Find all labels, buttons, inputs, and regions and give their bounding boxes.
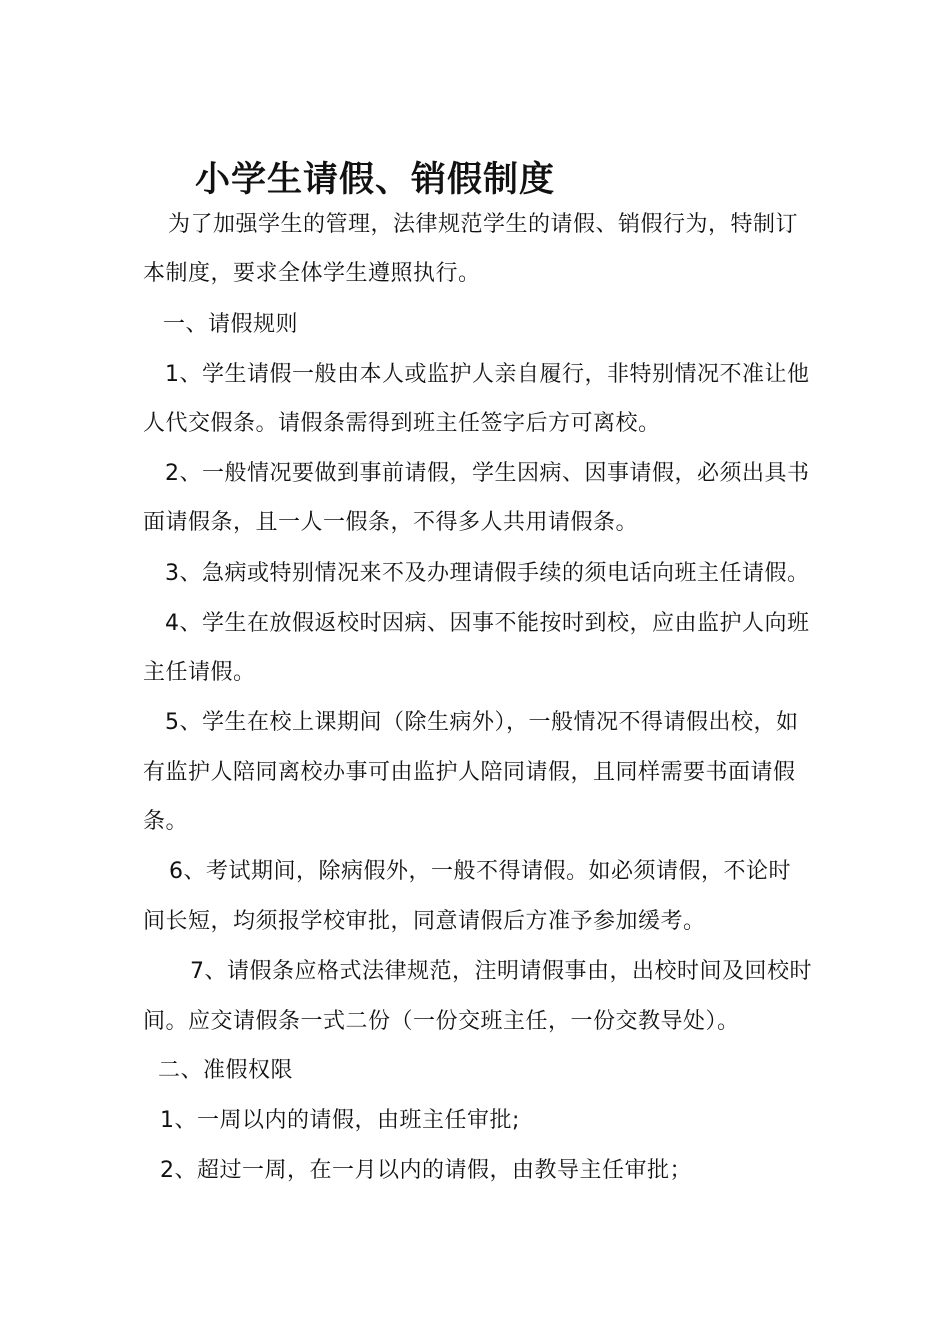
document-title: 小学生请假、销假制度 xyxy=(195,160,556,200)
section-heading-rules: 一、请假规则 xyxy=(163,312,299,337)
rule-5-line-3: 条。 xyxy=(143,809,189,834)
rule-1-line-2: 人代交假条。请假条需得到班主任签字后方可离校。 xyxy=(143,411,661,436)
approval-2-line: 2、超过一周，在一月以内的请假，由教导主任审批； xyxy=(160,1158,692,1183)
rule-4-line-2: 主任请假。 xyxy=(143,660,256,685)
section-heading-approval: 二、准假权限 xyxy=(158,1058,294,1083)
paragraph-line-intro-2: 本制度，要求全体学生遵照执行。 xyxy=(143,261,481,286)
rule-2-line-2: 面请假条，且一人一假条，不得多人共用请假条。 xyxy=(143,510,639,535)
rule-6-line-1: 6、考试期间，除病假外，一般不得请假。如必须请假，不论时 xyxy=(169,859,791,884)
rule-2-line-1: 2、一般情况要做到事前请假，学生因病、因事请假，必须出具书 xyxy=(165,461,810,486)
rule-3-line-1: 3、急病或特别情况来不及办理请假手续的须电话向班主任请假。 xyxy=(165,561,810,586)
rule-4-line-1: 4、学生在放假返校时因病、因事不能按时到校，应由监护人向班 xyxy=(165,611,810,636)
rule-7-line-2: 间。应交请假条一式二份（一份交班主任，一份交教导处）。 xyxy=(143,1009,740,1034)
rule-6-line-2: 间长短，均须报学校审批，同意请假后方准予参加缓考。 xyxy=(143,909,706,934)
rule-7-line-1: 7、请假条应格式法律规范，注明请假事由，出校时间及回校时 xyxy=(190,959,812,984)
paragraph-line-intro-1: 为了加强学生的管理，法律规范学生的请假、销假行为，特制订 xyxy=(168,212,799,237)
rule-5-line-1: 5、学生在校上课期间（除生病外），一般情况不得请假出校，如 xyxy=(165,710,799,735)
rule-5-line-2: 有监护人陪同离校办事可由监护人陪同请假，且同样需要书面请假 xyxy=(143,760,796,785)
rule-1-line-1: 1、学生请假一般由本人或监护人亲自履行，非特别情况不准让他 xyxy=(165,362,810,387)
approval-1-line: 1、一周以内的请假，由班主任审批; xyxy=(160,1108,520,1133)
